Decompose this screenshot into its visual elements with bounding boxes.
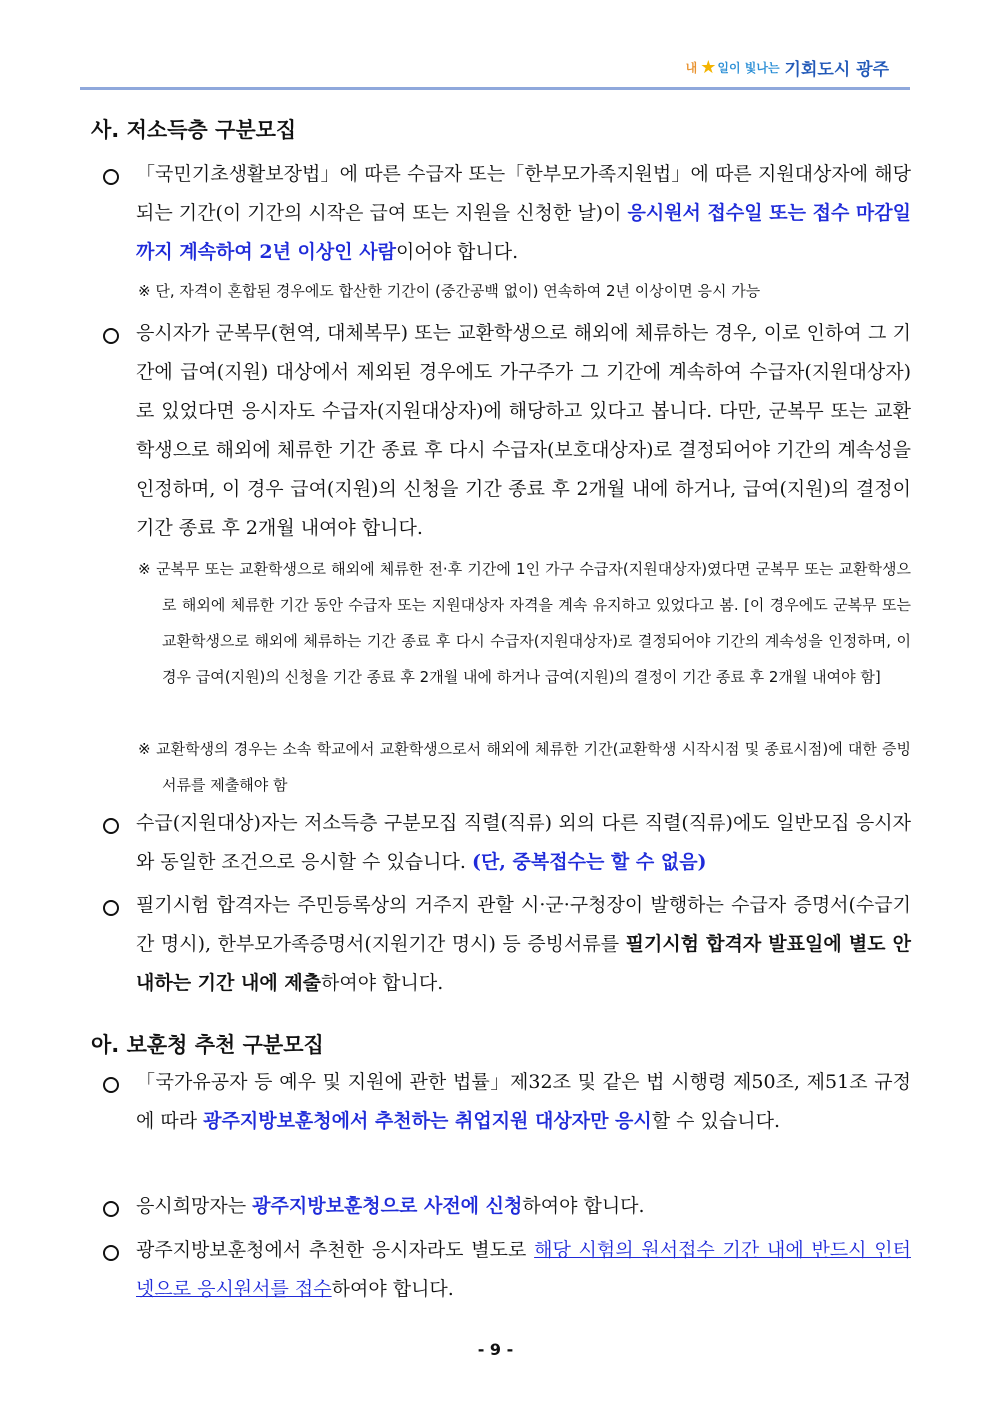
text-run: 하여야 합니다. [331, 1278, 454, 1300]
header-divider [80, 87, 910, 90]
text-run: 하여야 합니다. [522, 1195, 645, 1217]
text-run: 「국민기초생활보장법」에 따른 수급자 또는「한부모가족지원법」에 따른 지원대상자에 해당되는 기간(이 기간의 시작은 급여 또는 지원을 신청한 날)이 [136, 163, 911, 224]
text-run: 광주지방보훈청에서 추천한 응시자라도 별도로 [136, 1239, 535, 1261]
text-run: 필기시험 합격자는 주민등록상의 거주지 관할 시·군·구청장이 발행하는 수급자 증명서(수급기간 명시), 한부모가족증명서(지원기간 명시) 등 증빙서류를 [136, 894, 911, 955]
section-a-title: 아. 보훈청 추천 구분모집 [91, 1033, 324, 1057]
bullet-circle-icon [103, 1245, 119, 1261]
star-icon: ★ [700, 56, 717, 78]
bullet-circle-icon [103, 328, 119, 344]
bullet-circle-icon [103, 900, 119, 916]
logo-text-2: 일이 빛나는 [717, 60, 780, 75]
bullet-circle-icon [103, 1201, 119, 1217]
section-sa-paragraph-3 [136, 804, 911, 882]
bullet-circle-icon [103, 1077, 119, 1093]
text-run: 「국가유공자 등 예우 및 지원에 관한 법률」제32조 및 같은 법 시행령 제50조, 제51조 규정에 따라 [136, 1071, 911, 1132]
section-sa-paragraph-4 [136, 886, 911, 1003]
bullet-circle-icon [103, 169, 119, 185]
highlight-text: 광주지방보훈청으로 사전에 신청 [252, 1195, 523, 1217]
section-sa-paragraph-2: 응시자가 군복무(현역, 대체복무) 또는 교환학생으로 해외에 체류하는 경우, 이로 인하여 그 기간에 급여(지원) 대상에서 제외된 경우에도 가구주가 그 기간에 계속하여 수급자(지원대상자)로 있었다면 응시자도 수급자(지원대상자)에 해당하고 있다고 봅니다. 다만, 군복무 또는 교환학생으로 해외에 체류한 기간 종료 후 다시 수급자(보호대상자)로 결정되어야 기간의 계속성을 인정하며, 이 경우 급여(지원)의 신청을 기간 종료 후 2개월 내에 하거나, 급여(지원)의 결정이 기간 종료 후 2개월 내여야 합니다. [136, 322, 911, 539]
highlight-text: 응시원서 접수일 또는 접수 마감일까지 계속하여 2년 이상인 사람 [136, 202, 911, 263]
section-sa-note-1: ※ 단, 자격이 혼합된 경우에도 합산한 기간이 (중간공백 없이) 연속하여 2년 이상이면 응시 가능 [138, 282, 761, 300]
highlight-text: 광주지방보훈청에서 추천하는 취업지원 대상자만 응시 [203, 1110, 652, 1132]
text-run: 응시희망자는 [136, 1195, 253, 1217]
section-sa-title: 사. 저소득층 구분모집 [91, 118, 297, 142]
bold-text: 필기시험 합격자 발표일에 별도 안내하는 기간 내에 제출 [136, 933, 911, 994]
logo-text-3: 기회도시 광주 [784, 59, 889, 80]
header-logo [686, 52, 889, 82]
section-sa-note-3: ※ 교환학생의 경우는 소속 학교에서 교환학생으로서 해외에 체류한 기간(교환학생 시작시점 및 종료시점)에 대한 증빙서류를 제출해야 함 [138, 740, 911, 794]
highlight-text: (단, 중복접수는 할 수 없음) [471, 851, 707, 873]
section-a-paragraph-1 [136, 1063, 911, 1141]
section-sa-note-2: ※ 군복무 또는 교환학생으로 해외에 체류한 전·후 기간에 1인 가구 수급자(지원대상자)였다면 군복무 또는 교환학생으로 해외에 체류한 기간 동안 수급자 또는 지원대상자 자격을 계속 유지하고 있었다고 봄. [이 경우에도 군복무 또는 교환학생으로 해외에 체류하는 기간 종료 후 다시 수급자(지원대상자)로 결정되어야 기간의 계속성을 인정하며, 이 경우 급여(지원)의 신청을 기간 종료 후 2개월 내에 하거나 급여(지원)의 결정이 기간 종료 후 2개월 내여야 함] [138, 560, 911, 686]
text-run: 하여야 합니다. [321, 972, 444, 994]
text-run: 이어야 합니다. [395, 241, 519, 263]
section-a-paragraph-2 [136, 1187, 911, 1226]
underlined-highlight-text: 해당 시험의 원서접수 기간 내에 반드시 인터넷으로 응시원서를 접수 [136, 1239, 911, 1300]
section-sa-paragraph-1 [136, 155, 911, 272]
text-run: 할 수 있습니다. [651, 1110, 781, 1132]
text-run: 수급(지원대상)자는 저소득층 구분모집 직렬(직류) 외의 다른 직렬(직류)에도 일반모집 응시자와 동일한 조건으로 응시할 수 있습니다. [136, 812, 911, 873]
page-number: - 9 - [477, 1340, 514, 1359]
bullet-circle-icon [103, 818, 119, 834]
section-a-paragraph-3 [136, 1231, 911, 1309]
logo-text-1: 내 [685, 60, 698, 75]
